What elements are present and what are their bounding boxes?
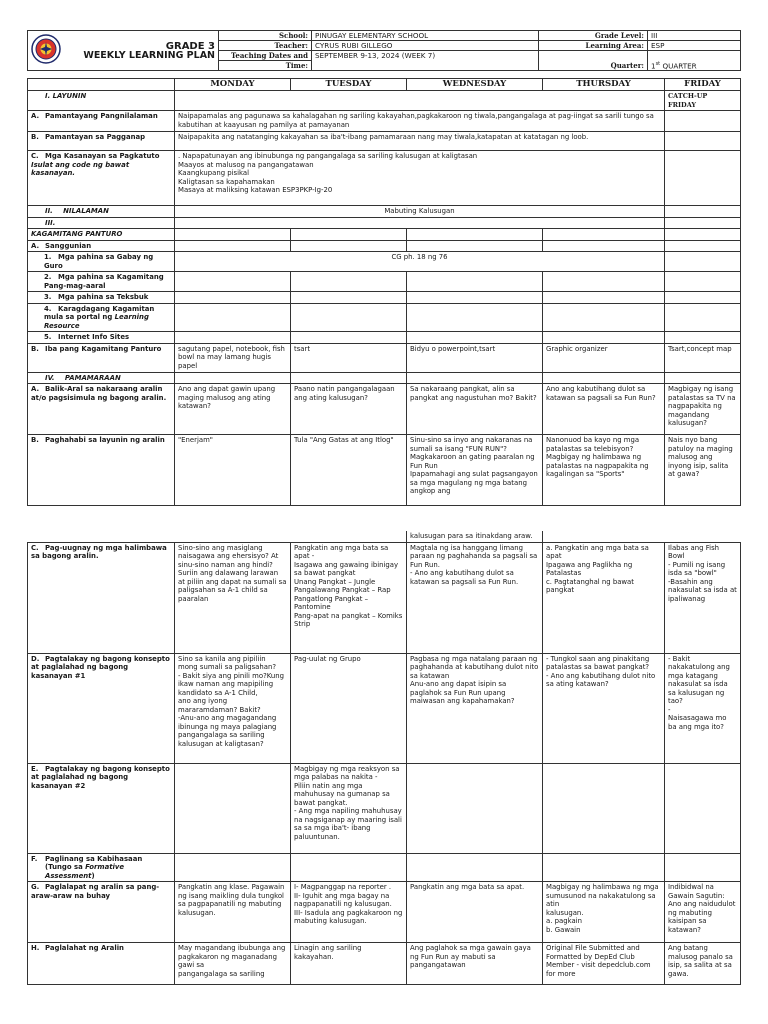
- paglalahat-fri: Ang batang malusog panalo sa isip, sa salita at sa gawa.: [665, 943, 741, 985]
- f2-sub-a: (Tungo sa: [45, 863, 86, 871]
- iba-tue: tsart: [291, 343, 407, 372]
- sanggunian-thu: [543, 240, 665, 252]
- row-a-letter: A.: [31, 112, 40, 120]
- kasanayan-text: . Napapatunayan ang ibinubunga ng pangangalaga sa sariling kalusugan at kaligtasan Maayos at malusog na pangangatawan Kaangkupang pisikal Kaligtasan sa kapahamakan Masaya at maliksing katawan ESP3PKP-Ig-20: [175, 151, 665, 206]
- day-monday: MONDAY: [175, 79, 291, 91]
- ref2-wed: [407, 272, 543, 292]
- h2-letter: H.: [31, 944, 40, 952]
- iba-mon: sagutang papel, notebook, fish bowl na may lamang hugis papel: [175, 343, 291, 372]
- paglalapat-title: [28, 882, 175, 943]
- paglinang-fri: [665, 853, 741, 882]
- sanggunian-wed: [407, 240, 543, 252]
- nilalaman-title: NILALAMAN: [63, 207, 109, 215]
- f2-sub-b: Formative Assessment: [45, 863, 125, 880]
- pamamaraan-number: IV.: [45, 373, 55, 382]
- pag-uugnay-mon: Sino-sino ang masiglang naisagawa ang ehersisyo? At sinu-sino naman ang hindi? Suriin ang dalawang larawan at piliin ang dapat na sumali sa paligsahan sa A-1 child sa paaralan: [175, 542, 291, 653]
- iba-fri: Tsart,concept map: [665, 343, 741, 372]
- pag-uugnay-title: [28, 542, 175, 653]
- paglinang-title-cell: [28, 853, 175, 882]
- g2-letter: G.: [31, 883, 40, 891]
- ref5-thu: [543, 332, 665, 344]
- day-tuesday: TUESDAY: [291, 79, 407, 91]
- day-thursday: THURSDAY: [543, 79, 665, 91]
- balik-aral-mon: Ano ang dapat gawin upang maging malusog ang ating katawan?: [175, 384, 291, 435]
- paglinang-subtitle: [31, 863, 171, 880]
- paglalapat-wed: Pangkatin ang mga bata sa apat.: [407, 882, 543, 943]
- pa-label: Balik-Aral sa nakaraang aralin at/o pagsisimula ng bagong aralin.: [31, 385, 167, 402]
- row-b-title: Pamantayan sa Pagganap: [45, 133, 146, 141]
- nilalaman-friday: [665, 206, 741, 218]
- kagamitan-mon: [175, 229, 291, 241]
- e2-letter: E.: [31, 764, 39, 773]
- teacher-value: CYRUS RUBI GILLEGO: [312, 41, 539, 51]
- paglinang-thu: [543, 853, 665, 882]
- kasanayan-friday: [665, 151, 741, 206]
- h2-label: Paglalahat ng Aralin: [45, 944, 124, 952]
- d2-label: Pagtalakay ng bagong konsepto at paglalahad ng bagong kasanayan #1: [31, 654, 170, 680]
- grade-level-value: III: [648, 31, 741, 41]
- pb-letter: B.: [31, 436, 39, 444]
- kasanayan-title: [31, 152, 171, 161]
- logo-cell: [28, 31, 68, 71]
- ref4-label-italic: Learning Resource: [44, 313, 149, 330]
- pb-label: Paghahabi sa layunin ng aralin: [45, 436, 165, 444]
- f2-letter: F.: [31, 854, 38, 863]
- ref5-wed: [407, 332, 543, 344]
- paglalahat-mon: May magandang ibubunga ang pagkakaron ng maganadang gawi sa pangangalaga sa sariling: [175, 943, 291, 985]
- paghahabi-thu: Nanonuod ba kayo ng mga patalastas sa telebisyon? Magbigay ng halimbawa ng patalastas na nagpapakita ng kagalingan sa "Sports": [543, 435, 665, 506]
- paglalahat-title: [28, 943, 175, 985]
- pagtalakay-1-wed: Pagbasa ng mga natalang paraan ng paghahanda at kabutihang dulot nito sa katawan Anu-ano ang dapat isipin sa paglahok sa Fun Run upang maiwasan ang kapahamakan?: [407, 653, 543, 763]
- pamantayang-pangnilalaman-text: Naipapamalas ang pagunawa sa kahalagahan ng sariling kakayahan,pagkakaroon ng tiwala,pangangalaga at pag-iingat sa sarili tungo sa kabutihan at kaayusan ng pamilya at pamayanan: [175, 111, 665, 132]
- section-pamamaraan: [28, 372, 175, 384]
- iii-blank: [175, 217, 665, 229]
- sanggunian-letter: A.: [31, 241, 40, 250]
- quarter-suffix: st: [655, 60, 661, 67]
- ref2-tue: [291, 272, 407, 292]
- layunin-blank: [175, 91, 665, 111]
- paglalapat-mon: Pangkatin ang klase. Pagawain ng isang maikling dula tungkol sa pagpapanatili ng mabuting kalusugan.: [175, 882, 291, 943]
- pa-letter: A.: [31, 385, 40, 393]
- pamamaraan-fri: [665, 372, 741, 384]
- d2-letter: D.: [31, 654, 40, 663]
- pagtalakay-1-tue: Pag-uulat ng Grupo: [291, 653, 407, 763]
- pagtalakay-2-mon: [175, 763, 291, 853]
- paghahabi-tue: Tula "Ang Gatas at ang Itlog": [291, 435, 407, 506]
- ref4-thu: [543, 303, 665, 332]
- pamantayan-pagganap-title: [28, 132, 175, 151]
- iba-letter: B.: [31, 344, 39, 353]
- school-value: PINUGAY ELEMENTARY SCHOOL: [312, 31, 539, 41]
- ref-internet-sites: 5. Internet Info Sites: [28, 332, 175, 344]
- pamamaraan-wed: [407, 372, 543, 384]
- quarter-text: QUARTER: [660, 61, 697, 70]
- plan-table-continued: [27, 531, 741, 985]
- pag-uugnay-tue: Pangkatin ang mga bata sa apat - Isagawa ang gawaing ibinigay sa bawat pangkat Unang Pangkat – Jungle Pangalawang Pangkat – Rap Pangatlong Pangkat – Pantomine Pang-apat na pangkat – Komiks Strip: [291, 542, 407, 653]
- paglalapat-thu: Magbigay ng halimbawa ng mga sumusunod na nakakatulong sa atin kalusugan. a. pagkain b. Gawain: [543, 882, 665, 943]
- pag-uugnay-thu: a. Pangkatin ang mga bata sa apat Ipagawa ang Paglikha ng Patalastas c. Pagtatanghal ng bawat pangkat: [543, 542, 665, 653]
- balik-aral-tue: Paano natin pangangalagaan ang ating kalusugan?: [291, 384, 407, 435]
- paghahabi-mon: "Enerjam": [175, 435, 291, 506]
- layunin-number: I.: [45, 92, 51, 100]
- balik-aral-thu: Ano ang kabutihang dulot sa katawan sa pagsali sa Fun Run?: [543, 384, 665, 435]
- pagtalakay-2-thu: [543, 763, 665, 853]
- corner-cell: [28, 79, 175, 91]
- dates-label-time: Time:: [219, 61, 312, 71]
- title-cell: [68, 31, 219, 71]
- paglalapat-fri: Indibidwal na Gawain Sagutin: Ano ang naidudulot ng mabuting kaisipan sa katawan?: [665, 882, 741, 943]
- sanggunian-fri: [665, 240, 741, 252]
- paghahabi-fri: Nais nyo bang patuloy na maging malusog ang inyong isip, salita at gawa?: [665, 435, 741, 506]
- pag-uugnay-wed: Magtala ng isa hanggang limang paraan ng paghahanda sa pagsali sa Fun Run. - Ano ang kabutihang dulot sa katawan sa pagsali sa Fun Run.: [407, 542, 543, 653]
- pag-uugnay-fri: Ilabas ang Fish Bowl - Pumili ng isang isda sa "bowl" -Basahin ang nakasulat sa isda at ipaliwanag: [665, 542, 741, 653]
- plan-table-page1: [27, 78, 740, 506]
- sanggunian-title: [28, 240, 175, 252]
- plan-title: WEEKLY LEARNING PLAN: [83, 49, 215, 61]
- ref5-tue: [291, 332, 407, 344]
- catchup-friday-label: CATCH-UP FRIDAY: [665, 91, 741, 111]
- iba-thu: Graphic organizer: [543, 343, 665, 372]
- kagamitang-panturo-title: KAGAMITANG PANTURO: [28, 229, 175, 241]
- row-c-letter: C.: [31, 152, 39, 160]
- paglinang-wed: [407, 853, 543, 882]
- dates-label-line1: Teaching Dates and: [230, 51, 308, 60]
- cont-blank-3: [291, 531, 407, 542]
- balik-aral-title: [28, 384, 175, 435]
- ref2-fri: [665, 272, 741, 292]
- header-table: [27, 30, 741, 71]
- iii-number: III.: [45, 218, 56, 227]
- kagamitan-thu: [543, 229, 665, 241]
- pagtalakay-1-title: [28, 653, 175, 763]
- ref1-friday: [665, 252, 741, 272]
- nilalaman-number: II.: [45, 207, 53, 215]
- school-label: School:: [219, 31, 312, 41]
- iba-kagamitan-title: [28, 343, 175, 372]
- row-c-title: Mga Kasanayan sa Pagkatuto: [45, 152, 160, 160]
- ref3-thu: [543, 292, 665, 304]
- row-b-letter: B.: [31, 133, 39, 141]
- ref2-thu: [543, 272, 665, 292]
- cont-blank-2: [175, 531, 291, 542]
- iba-wed: Bidyu o powerpoint,tsart: [407, 343, 543, 372]
- ref3-wed: [407, 292, 543, 304]
- plan-table: [27, 78, 741, 506]
- plan-table-page2: [27, 531, 740, 985]
- f2-label: Paglinang sa Kabihasaan: [45, 854, 143, 863]
- ref5-mon: [175, 332, 291, 344]
- ref-teksbuk: 3. Mga pahina sa Teksbuk: [28, 292, 175, 304]
- pagtalakay-2-title: [28, 763, 175, 853]
- pagtalakay-1-thu: - Tungkol saan ang pinakitang patalastas sa bawat pangkat? - Ano ang kabutihang dulot nito sa ating katawan?: [543, 653, 665, 763]
- paglalapat-tue: I- Magpanggap na reporter . II- Iguhit ang mga bagay na nagpapanatili ng kalusugan. III- Isadula ang pagkakaroon ng mabuting kalusugan.: [291, 882, 407, 943]
- dates-label: [219, 51, 312, 61]
- section-layunin: [28, 91, 175, 111]
- pamantayang-pangnilalaman-friday: [665, 111, 741, 132]
- e2-label: Pagtalakay ng bagong konsepto at paglalahad ng bagong kasanayan #2: [31, 764, 170, 790]
- day-friday: FRIDAY: [665, 79, 741, 91]
- c2-letter: C.: [31, 543, 39, 552]
- deped-seal-logo: [31, 34, 61, 64]
- grade-title: GRADE 3: [165, 40, 215, 52]
- ref5-label: Internet Info Sites: [58, 333, 130, 341]
- quarter-label: Quarter:: [539, 51, 648, 71]
- ref4-label: Karagdagang Kagamitan mula sa portal ng: [44, 304, 155, 321]
- iii-friday: [665, 217, 741, 229]
- pamantayang-pangnilalaman-title: [28, 111, 175, 132]
- section-iii: [28, 217, 175, 229]
- paglalahat-thu: Original File Submitted and Formatted by DepEd Club Member - visit depedclub.com for more: [543, 943, 665, 985]
- paghahabi-title: [28, 435, 175, 506]
- ref3-fri: [665, 292, 741, 304]
- kagamitan-tue: [291, 229, 407, 241]
- kasanayan-subtitle: Isulat ang code ng bawat kasanayan.: [31, 160, 130, 177]
- ref-learning-resource: 4. Karagdagang Kagamitan mula sa portal ng Learning Resource: [28, 303, 175, 332]
- paglalahat-tue: Linagin ang sariling kakayahan.: [291, 943, 407, 985]
- teacher-label: Teacher:: [219, 41, 312, 51]
- g2-label: Paglalapat ng aralin sa pang-araw-araw na buhay: [31, 883, 160, 900]
- ref-gabay-guro: 1. Mga pahina sa Gabay ng Guro: [28, 252, 175, 272]
- cont-blank-1: [28, 531, 175, 542]
- dates-value: SEPTEMBER 9-13, 2024 (WEEK 7): [312, 51, 539, 71]
- section-nilalaman: [28, 206, 175, 218]
- layunin-title: LAYUNIN: [52, 92, 87, 100]
- f2-sub-c: ): [91, 871, 95, 880]
- pamamaraan-thu: [543, 372, 665, 384]
- quarter-value: [648, 51, 741, 71]
- learning-area-label: Learning Area:: [539, 41, 648, 51]
- ref4-wed: [407, 303, 543, 332]
- cont-blank-5: [543, 531, 665, 542]
- nilalaman-text: Mabuting Kalusugan: [175, 206, 665, 218]
- pagtalakay-2-fri: [665, 763, 741, 853]
- grade-level-label: Grade Level:: [539, 31, 648, 41]
- ref4-mon: [175, 303, 291, 332]
- kagamitan-wed: [407, 229, 543, 241]
- iba-label: Iba pang Kagamitang Panturo: [45, 344, 162, 353]
- ref3-mon: [175, 292, 291, 304]
- ref1-label: Mga pahina sa Gabay ng Guro: [44, 253, 154, 270]
- day-header-row: [28, 79, 741, 91]
- pagtalakay-1-fri: - Bakit nakakatulong ang mga katagang nakasulat sa isda sa kalusugan ng tao? - Naisasagawa mo ba ang mga ito?: [665, 653, 741, 763]
- sanggunian-label: Sanggunian: [45, 241, 92, 250]
- ref3-tue: [291, 292, 407, 304]
- paglinang-title: [31, 855, 171, 864]
- paglinang-tue: [291, 853, 407, 882]
- ref-gabay-guro-text: CG ph. 18 ng 76: [175, 252, 665, 272]
- quarter-number: 1: [651, 61, 656, 70]
- sanggunian-mon: [175, 240, 291, 252]
- pagtalakay-2-wed: [407, 763, 543, 853]
- paglinang-mon: [175, 853, 291, 882]
- ref5-fri: [665, 332, 741, 344]
- ref4-fri: [665, 303, 741, 332]
- balik-aral-fri: Magbigay ng isang patalastas sa TV na nagpapakita ng magandang kalusugan?: [665, 384, 741, 435]
- ref2-mon: [175, 272, 291, 292]
- kasanayan-title-cell: [28, 151, 175, 206]
- sanggunian-tue: [291, 240, 407, 252]
- pamantayan-pagganap-text: Naipapakita ang natatanging kakayahan sa iba't-ibang pamamaraan nang may tiwala,katapatan at katatagan ng loob.: [175, 132, 665, 151]
- pamantayan-pagganap-friday: [665, 132, 741, 151]
- ref4-tue: [291, 303, 407, 332]
- ref-kagamitang-mag-aaral: 2. Mga pahina sa Kagamitang Pang-mag-aaral: [28, 272, 175, 292]
- ref2-label: Mga pahina sa Kagamitang Pang-mag-aaral: [44, 273, 164, 290]
- paglalahat-wed: Ang paglahok sa mga gawain gaya ng Fun Run ay mabuti sa pangangatawan: [407, 943, 543, 985]
- day-wednesday: WEDNESDAY: [407, 79, 543, 91]
- kagamitan-fri: [665, 229, 741, 241]
- balik-aral-wed: Sa nakaraang pangkat, alin sa pangkat ang nagustuhan mo? Bakit?: [407, 384, 543, 435]
- row-a-title: Pamantayang Pangnilalaman: [45, 112, 158, 120]
- c2-label: Pag-uugnay ng mga halimbawa sa bagong aralin.: [31, 543, 167, 560]
- pamamaraan-title: PAMAMARAAN: [64, 373, 121, 382]
- header-block: [27, 30, 740, 71]
- cont-blank-6: [665, 531, 741, 542]
- pagtalakay-1-mon: Sino sa kanila ang pipiliin mong sumali sa paligsahan? - Bakit siya ang pinili mo?Kung ikaw naman ang mapipiling kandidato sa A-1 Child, ano ang iyong mararamdaman? Bakit? -Anu-ano ang magagandang ibinunga ng maya palagiang pangangalaga sa sariling kalusugan at kaligtasan?: [175, 653, 291, 763]
- pamamaraan-mon: [175, 372, 291, 384]
- paghahabi-wed: Sinu-sino sa inyo ang nakaranas na sumali sa isang "FUN RUN"? Magkakaroon an gating paaralan ng Fun Run Ipapamahagi ang sulat pagsangayon sa mga magulang ng mga batang angkop ang: [407, 435, 543, 506]
- ref3-label: Mga pahina sa Teksbuk: [58, 293, 149, 301]
- learning-area-value: ESP: [648, 41, 741, 51]
- wednesday-continuation: kalusugan para sa itinakdang araw.: [407, 531, 543, 542]
- pamamaraan-tue: [291, 372, 407, 384]
- pagtalakay-2-tue: Magbigay ng mga reaksyon sa mga palabas na nakita - Piliin natin ang mga mahuhusay na gumanap sa bawat pangkat. - Ang mga napiling mahuhusay na nagsiganap ay maaring isali sa sa mga iba't- ibang paluuntunan.: [291, 763, 407, 853]
